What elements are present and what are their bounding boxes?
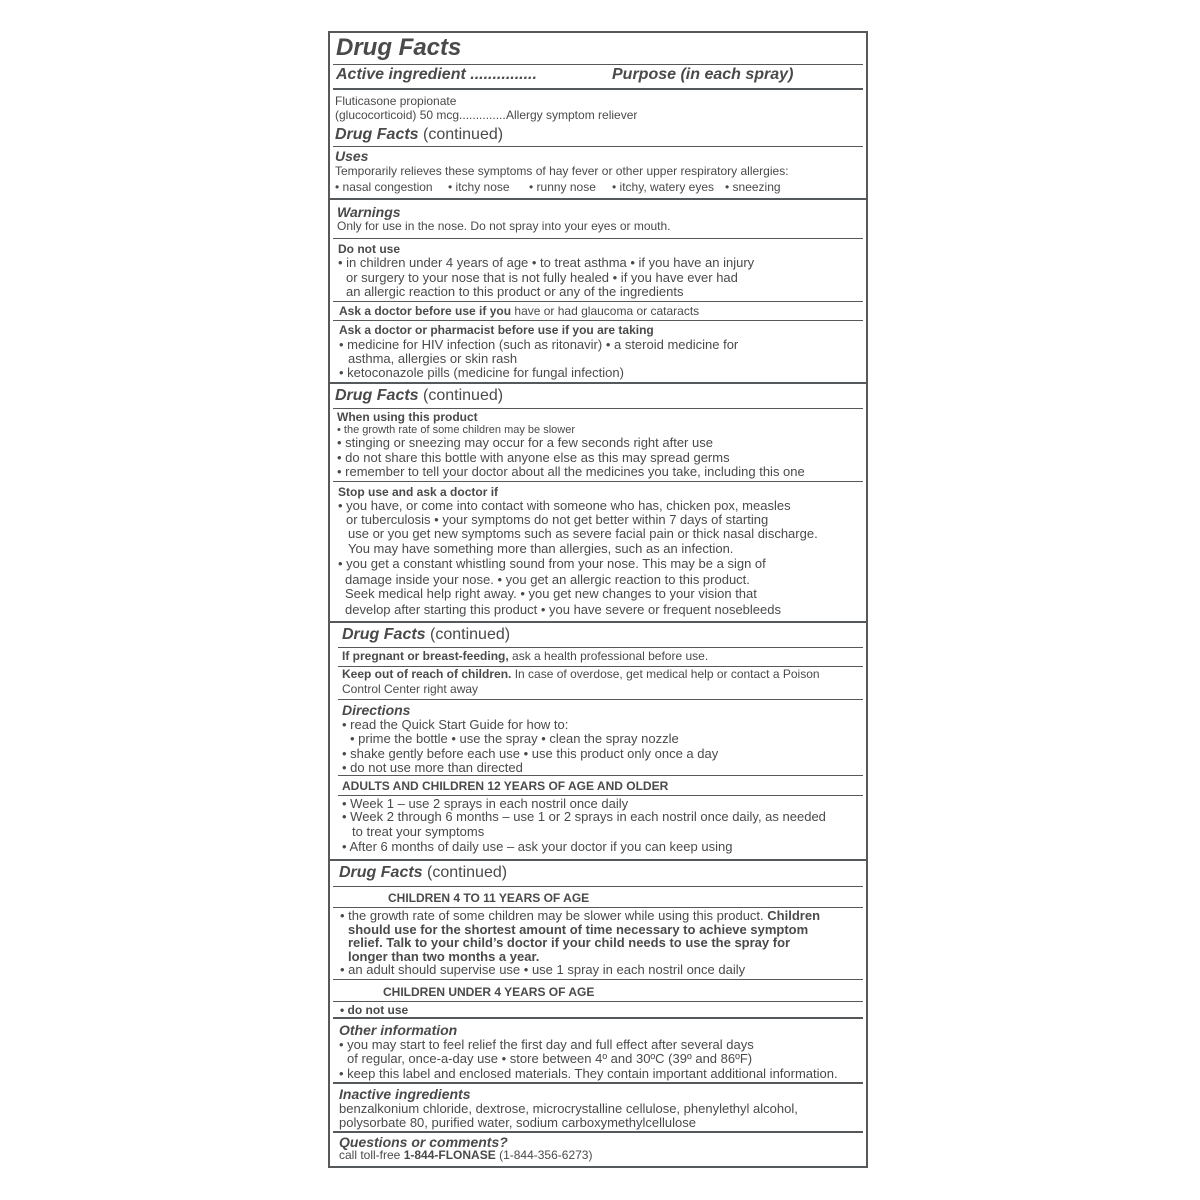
divider — [333, 301, 863, 302]
stop-use-line: You may have something more than allergies, such as an infection. — [348, 541, 734, 556]
divider — [333, 408, 863, 409]
other-info-line: of regular, once-a-day use • store between 4º and 30ºC (39º and 86ºF) — [347, 1051, 753, 1066]
section-heading: Drug Facts (continued) — [342, 626, 511, 643]
divider — [333, 146, 863, 147]
divider — [333, 1082, 863, 1084]
ask-pharmacist-heading: Ask a doctor or pharmacist before use if you are taking — [339, 323, 654, 337]
stop-use-heading: Stop use and ask a doctor if — [338, 485, 499, 499]
purpose-label: Purpose (in each spray) — [612, 66, 794, 83]
uses-heading: Uses — [335, 148, 369, 164]
divider — [333, 1001, 863, 1002]
children-line: longer than two months a year. — [348, 949, 540, 964]
inactive-heading: Inactive ingredients — [339, 1086, 471, 1102]
directions-heading: Directions — [342, 702, 411, 718]
other-info-line: • you may start to feel relief the first day and full effect after several days — [339, 1037, 754, 1052]
uses-intro: Temporarily relieves these symptoms of hay fever or other upper respiratory allergies: — [335, 164, 789, 178]
section-heading: Drug Facts (continued) — [335, 387, 504, 404]
adults-line: • Week 1 – use 2 sprays in each nostril once daily — [342, 796, 629, 811]
directions-line: • read the Quick Start Guide for how to: — [342, 717, 569, 732]
directions-line: • do not use more than directed — [342, 760, 523, 775]
when-using-item: • the growth rate of some children may be slower — [337, 424, 576, 436]
stop-use-line: develop after starting this product • you have severe or frequent nosebleeds — [345, 602, 781, 617]
adults-line: to treat your symptoms — [352, 824, 485, 839]
stop-use-line: • you get a constant whistling sound from your nose. This may be a sign of — [338, 556, 766, 571]
under4-heading: CHILDREN UNDER 4 YEARS OF AGE — [383, 985, 595, 999]
section-heading: Drug Facts (continued) — [335, 126, 504, 143]
divider — [333, 1017, 863, 1019]
stop-use-line: • you have, or come into contact with someone who has, chicken pox, measles — [338, 498, 791, 513]
uses-item: • runny nose — [529, 180, 596, 194]
active-ingredient-purpose: Allergy symptom reliever — [506, 108, 638, 122]
stop-use-line: Seek medical help right away. • you get new changes to your vision that — [345, 586, 757, 601]
divider — [338, 699, 863, 700]
divider — [333, 238, 863, 239]
stop-use-line: use or you get new symptoms such as severe facial pain or thick nasal discharge. — [348, 526, 818, 541]
when-using-heading: When using this product — [337, 410, 478, 424]
inactive-line: benzalkonium chloride, dextrose, microcrystalline cellulose, phenylethyl alcohol, — [339, 1101, 798, 1116]
stop-use-line: or tuberculosis • your symptoms do not get better within 7 days of starting — [346, 512, 769, 527]
divider — [333, 1131, 863, 1133]
questions-phone: call toll-free 1-844-FLONASE (1-844-356-6273) — [339, 1148, 593, 1162]
children-line: relief. Talk to your child’s doctor if your child needs to use the spray for — [348, 935, 791, 950]
children-line: • the growth rate of some children may be slower while using this product. Children — [340, 908, 821, 923]
do-not-use-heading: Do not use — [338, 242, 400, 256]
divider — [338, 775, 863, 776]
active-ingredient-dose: (glucocorticoid) 50 mcg.............. — [335, 108, 506, 122]
uses-item: • itchy nose — [448, 180, 510, 194]
children-line: • an adult should supervise use • use 1 spray in each nostril once daily — [340, 962, 746, 977]
keep-out-warning: Keep out of reach of children. In case of overdose, get medical help or contact a Poison — [342, 667, 820, 681]
other-info-heading: Other information — [339, 1022, 458, 1038]
uses-item: • nasal congestion — [335, 180, 433, 194]
under4-line: • do not use — [340, 1003, 409, 1017]
divider — [333, 320, 863, 321]
pregnant-warning: If pregnant or breast-feeding, ask a health professional before use. — [342, 649, 709, 663]
divider — [333, 979, 863, 980]
divider — [333, 88, 863, 90]
other-info-line: • keep this label and enclosed materials. They contain important additional information. — [339, 1066, 838, 1081]
do-not-use-line: an allergic reaction to this product or any of the ingredients — [346, 284, 684, 299]
divider — [333, 481, 863, 482]
stop-use-line: damage inside your nose. • you get an allergic reaction to this product. — [345, 572, 750, 587]
when-using-item: • do not share this bottle with anyone else as this may spread germs — [337, 450, 730, 465]
adults-heading: ADULTS AND CHILDREN 12 YEARS OF AGE AND OLDER — [342, 779, 669, 793]
ask-pharmacist-line: • ketoconazole pills (medicine for fungal infection) — [339, 365, 624, 380]
active-ingredient-name: Fluticasone propionate — [335, 94, 457, 108]
directions-line: • shake gently before each use • use this product only once a day — [342, 746, 719, 761]
adults-line: • Week 2 through 6 months – use 1 or 2 sprays in each nostril once daily, as needed — [342, 809, 826, 824]
warnings-heading: Warnings — [337, 204, 401, 220]
ask-pharmacist-line: asthma, allergies or skin rash — [348, 351, 518, 366]
keep-out-warning-cont: Control Center right away — [342, 682, 479, 696]
adults-line: • After 6 months of daily use – ask your doctor if you can keep using — [342, 839, 733, 854]
children-heading: CHILDREN 4 TO 11 YEARS OF AGE — [388, 891, 590, 905]
warnings-text: Only for use in the nose. Do not spray into your eyes or mouth. — [337, 219, 671, 233]
ask-doctor: Ask a doctor before use if you have or had glaucoma or cataracts — [339, 304, 700, 318]
drug-facts-title: Drug Facts — [336, 34, 462, 61]
divider — [333, 886, 863, 887]
children-line: should use for the shortest amount of time necessary to achieve symptom — [348, 922, 809, 937]
when-using-item: • remember to tell your doctor about all the medicines you take, including this one — [337, 464, 805, 479]
divider — [333, 64, 863, 65]
active-ingredient-label: Active ingredient ............... — [336, 66, 537, 83]
do-not-use-line: or surgery to your nose that is not fully healed • if you have ever had — [346, 270, 738, 285]
inactive-line: polysorbate 80, purified water, sodium carboxymethylcellulose — [339, 1115, 696, 1130]
when-using-item: • stinging or sneezing may occur for a few seconds right after use — [337, 435, 713, 450]
uses-item: • itchy, watery eyes — [612, 180, 715, 194]
directions-line: • prime the bottle • use the spray • clean the spray nozzle — [350, 731, 679, 746]
ask-pharmacist-line: • medicine for HIV infection (such as ritonavir) • a steroid medicine for — [339, 337, 739, 352]
section-heading: Drug Facts (continued) — [339, 864, 508, 881]
do-not-use-line: • in children under 4 years of age • to treat asthma • if you have an injury — [338, 255, 755, 270]
uses-item: • sneezing — [725, 180, 781, 194]
divider — [338, 647, 863, 648]
questions-heading: Questions or comments? — [339, 1134, 508, 1150]
